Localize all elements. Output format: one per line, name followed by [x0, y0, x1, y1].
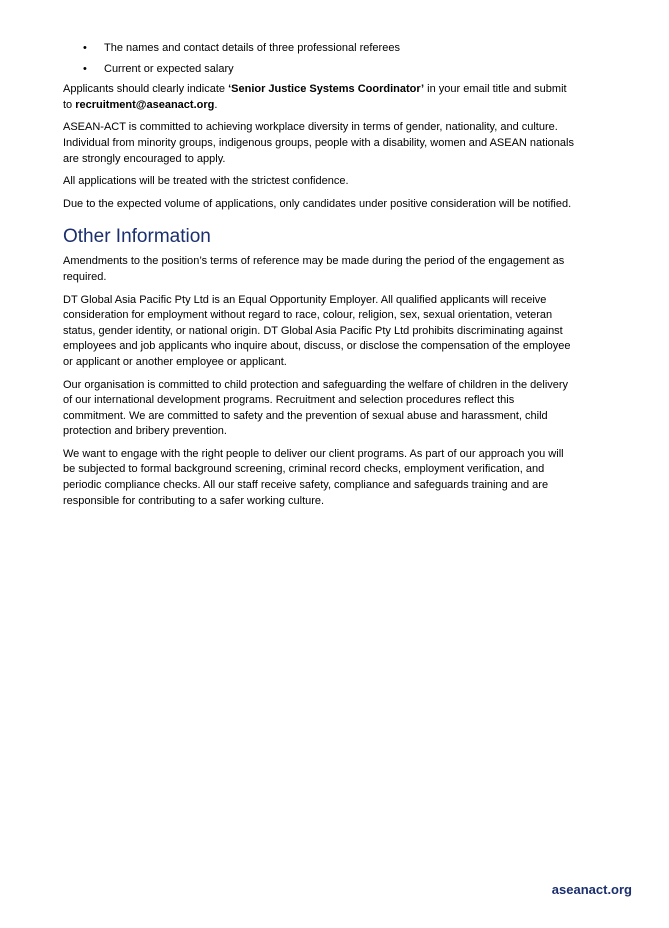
footer-website: aseanact.org: [551, 882, 632, 897]
equal-opportunity-paragraph: DT Global Asia Pacific Pty Ltd is an Equal Opportunity Employer. All qualified applicants will receive consideration for employment without regard to race, colour, religion, sex, sexual orientation, veteran status, gender identity, or national origin. DT Global Asia Pacific Pty Ltd prohibits discriminating against employees and job applicants who inquire about, discuss, or disclose the compensation of the employee or applicant or another employee or applicant.: [63, 293, 571, 368]
screening-paragraph: We want to engage with the right people to deliver our client programs. As part of our approach you will be subjected to formal background screening, criminal record checks, employment verification, and periodic compliance checks. All our staff receive safety, compliance and safeguards training and are responsible for contributing to a safer working culture.: [63, 447, 564, 507]
bullet-icon: •: [83, 62, 87, 75]
document-body: [63, 41, 578, 516]
list-item-text: The names and contact details of three professional referees: [104, 42, 400, 54]
apply-text-pre: Applicants should clearly indicate: [63, 83, 229, 96]
recruitment-email: recruitment@aseanact.org: [75, 98, 215, 111]
list-item: [63, 41, 578, 57]
apply-text-post: .: [214, 98, 218, 111]
list-item-text: Current or expected salary: [104, 62, 234, 75]
amendments-paragraph: Amendments to the position’s terms of reference may be made during the period of the engagement as required.: [63, 255, 565, 283]
child-protection-paragraph: Our organisation is committed to child protection and safeguarding the welfare of children in the delivery of our international development programs. Recruitment and selection procedures reflect this commitment. We are committed to safety and the prevention of sexual abuse and harassment, child protection and bribery prevention.: [63, 378, 569, 438]
diversity-paragraph: ASEAN-ACT is committed to achieving workplace diversity in terms of gender, nationality, and culture. Individual from minority groups, indigenous groups, people with a disability, women and ASEAN nationals are strongly encouraged to apply.: [63, 121, 574, 165]
bullet-icon: •: [83, 42, 87, 54]
application-instructions: [63, 82, 578, 113]
requirements-list: [63, 41, 578, 77]
section-heading-other-information: Other Information: [63, 226, 211, 248]
notification-paragraph: Due to the expected volume of applications, only candidates under positive consideration will be notified.: [63, 197, 572, 210]
confidentiality-paragraph: All applications will be treated with the strictest confidence.: [63, 175, 349, 188]
apply-text-mid: in your email title and submit to: [63, 83, 567, 111]
position-title: ‘Senior Justice Systems Coordinator’: [228, 83, 425, 96]
list-item: [63, 62, 578, 78]
